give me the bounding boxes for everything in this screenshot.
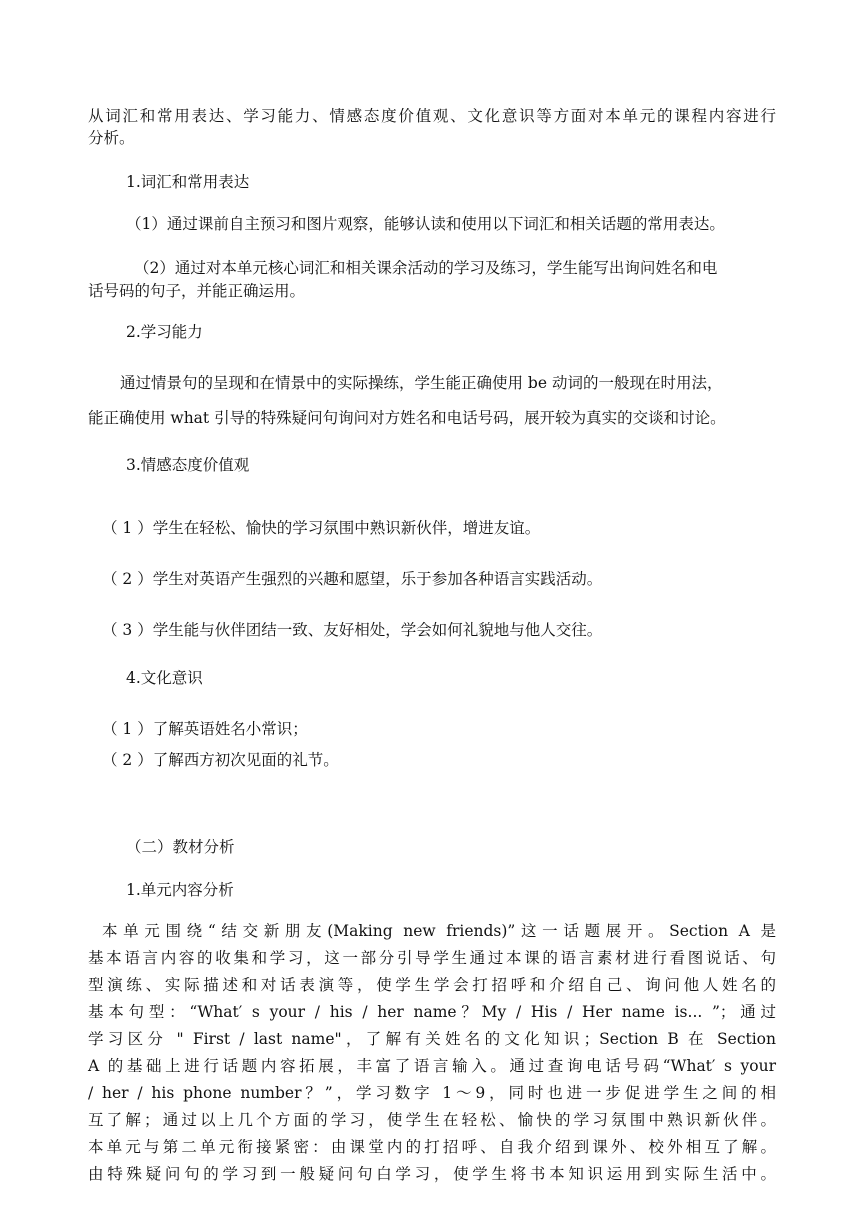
culture-item-2: （ 2 ）了解西方初次见面的礼节。 bbox=[102, 751, 339, 769]
unit-content-line-7: / her / his phone number？”，学习数字 1～9，同时也进一步促进学生之间的相 bbox=[88, 1084, 776, 1102]
vocabulary-point-1: （1）通过课前自主预习和图片观察，能够认读和使用以下词汇和相关话题的常用表达。 bbox=[126, 215, 725, 233]
unit-content-line-8: 互了解；通过以上几个方面的学习，使学生在轻松、愉快的学习氛围中熟识新伙伴。 bbox=[88, 1111, 776, 1129]
unit-content-line-10: 由特殊疑问句的学习到一般疑问句白学习，使学生将书本知识运用到实际生活中。 bbox=[88, 1165, 776, 1183]
intro-line-1: 从词汇和常用表达、学习能力、情感态度价值观、文化意识等方面对本单元的课程内容进行 bbox=[88, 107, 776, 125]
section-heading-learning-ability: 2.学习能力 bbox=[126, 323, 203, 341]
intro-line-2: 分析。 bbox=[88, 129, 135, 147]
unit-content-line-9: 本单元与第二单元衔接紧密：由课堂内的打招呼、自我介绍到课外、校外相互了解。 bbox=[88, 1138, 776, 1156]
unit-content-line-4: 基本句型：“What′ s your / his / her name？My / His / Her name is... ”；通过 bbox=[88, 1003, 776, 1021]
attitude-item-3: （ 3 ）学生能与伙伴团结一致、友好相处，学会如何礼貌地与他人交往。 bbox=[102, 621, 603, 639]
unit-content-line-1: 本单元围绕“结交新朋友(Making new friends)”这一话题展开。Section A 是 bbox=[102, 922, 776, 940]
part-heading-materials: （二）教材分析 bbox=[126, 838, 235, 856]
learning-ability-line-2: 能正确使用 what 引导的特殊疑问句询问对方姓名和电话号码，展开较为真实的交谈和讨论。 bbox=[88, 409, 726, 427]
vocabulary-point-2-line-1: （2）通过对本单元核心词汇和相关课余活动的学习及练习，学生能写出询问姓名和电 bbox=[134, 259, 718, 277]
unit-content-line-2: 基本语言内容的收集和学习，这一部分引导学生通过本课的语言素材进行看图说话、句 bbox=[88, 949, 776, 967]
unit-content-line-5: 学习区分 " First / last name"，了解有关姓名的文化知识；Section B 在 Section bbox=[88, 1030, 776, 1048]
section-heading-vocabulary: 1.词汇和常用表达 bbox=[126, 173, 250, 191]
attitude-item-2: （ 2 ）学生对英语产生强烈的兴趣和愿望，乐于参加各种语言实践活动。 bbox=[102, 570, 603, 588]
vocabulary-point-2-line-2: 话号码的句子，并能正确运用。 bbox=[88, 282, 306, 300]
unit-content-line-6: A 的基础上进行话题内容拓展，丰富了语言输入。通过查询电话号码“What′ s your bbox=[88, 1057, 776, 1075]
section-heading-attitudes: 3.情感态度价值观 bbox=[126, 456, 250, 474]
attitude-item-1: （ 1 ）学生在轻松、愉快的学习氛围中熟识新伙伴，增进友谊。 bbox=[102, 519, 541, 537]
subheading-unit-content: 1.单元内容分析 bbox=[126, 881, 234, 899]
unit-content-line-3: 型演练、实际描述和对话表演等，使学生学会打招呼和介绍自己、询问他人姓名的 bbox=[88, 976, 776, 994]
learning-ability-line-1: 通过情景句的呈现和在情景中的实际操练，学生能正确使用 be 动词的一般现在时用法， bbox=[120, 374, 723, 392]
culture-item-1: （ 1 ）了解英语姓名小常识； bbox=[102, 720, 308, 738]
section-heading-culture: 4.文化意识 bbox=[126, 669, 203, 687]
